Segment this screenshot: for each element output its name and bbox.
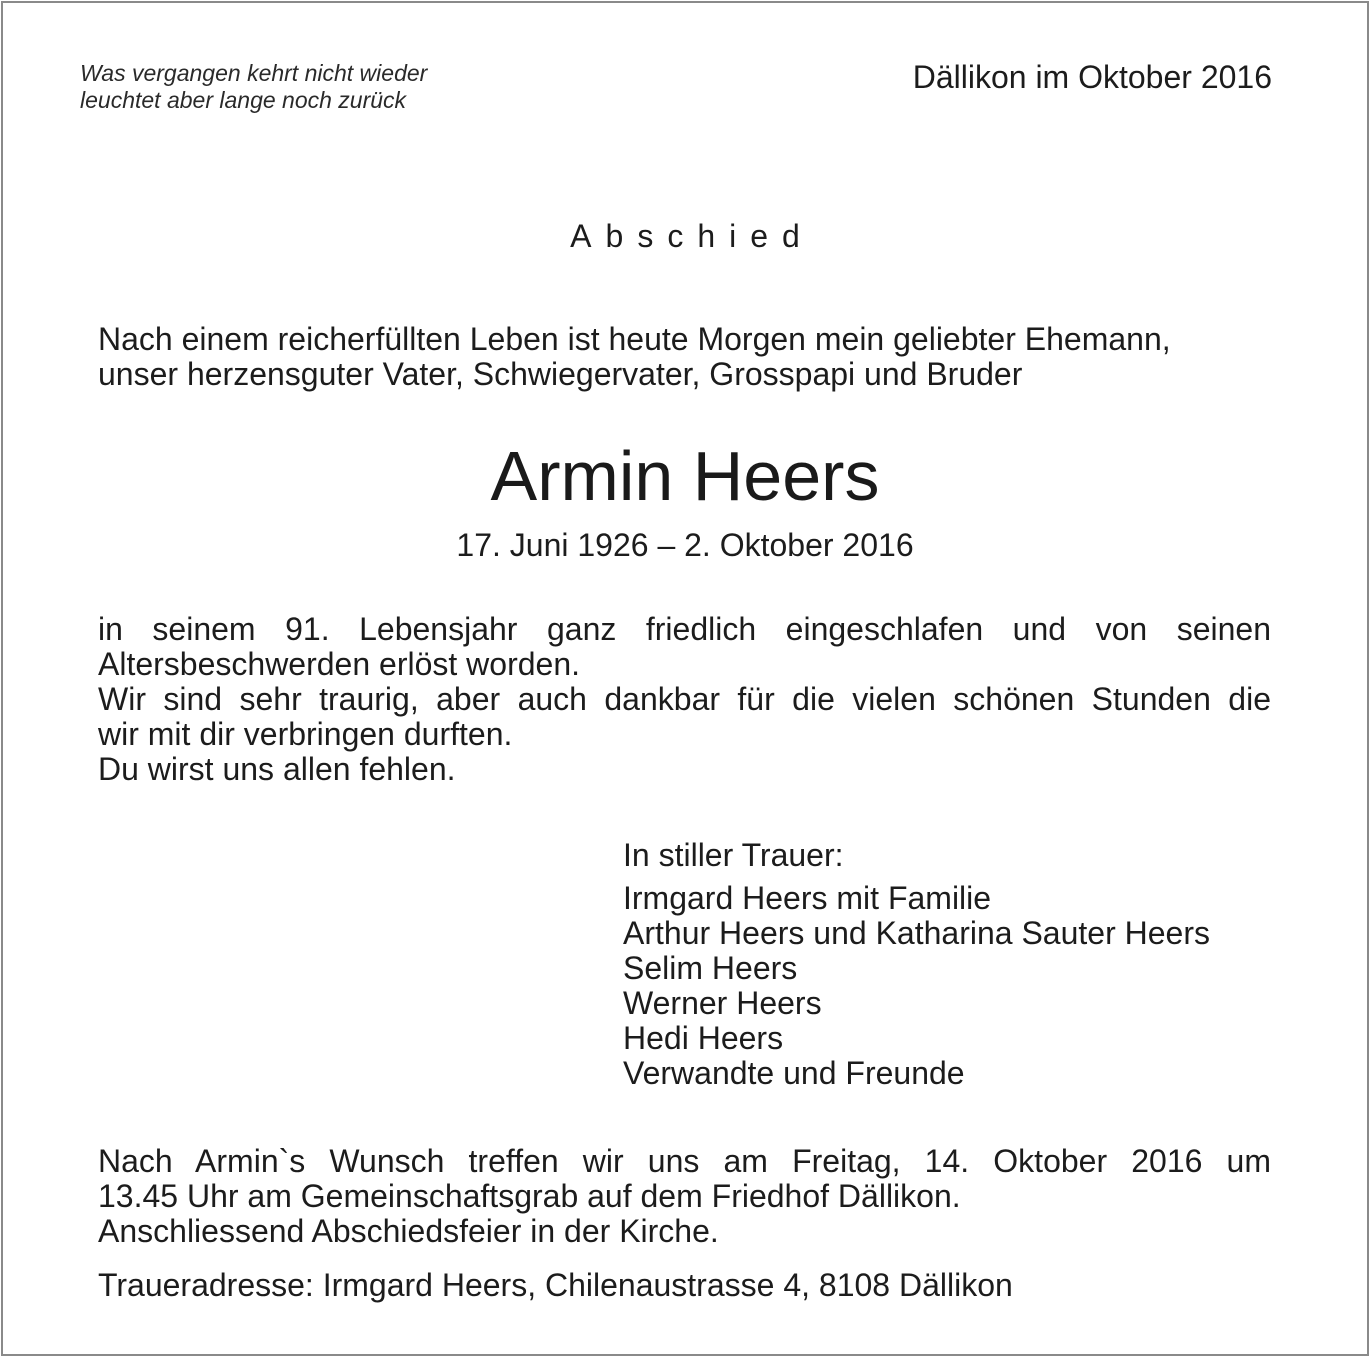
place-and-date: Dällikon im Oktober 2016 [912, 59, 1272, 95]
motto-quote [80, 60, 427, 114]
intro-line-1: Nach einem reicherfüllten Leben ist heute Morgen mein geliebter Ehemann, [98, 321, 1171, 357]
message-line-5: Du wirst uns allen fehlen. [98, 751, 456, 787]
message-line-3: Wir sind sehr traurig, aber auch dankbar für die vielen schönen Stunden die [98, 681, 1271, 717]
intro-paragraph [98, 322, 1271, 392]
notice-heading: Abschied [570, 218, 814, 254]
intro-line-2: unser herzensguter Vater, Schwiegervater, Grosspapi und Bruder [98, 356, 1023, 392]
message-paragraph [98, 612, 1271, 787]
mourner-name: Selim Heers [623, 950, 798, 986]
funeral-line-2: 13.45 Uhr am Gemeinschaftsgrab auf dem Friedhof Dällikon. [98, 1178, 961, 1214]
motto-line-1: Was vergangen kehrt nicht wieder [80, 60, 428, 86]
funeral-line-3: Anschliessend Abschiedsfeier in der Kirche. [98, 1213, 719, 1249]
mourners-list [623, 838, 1210, 1091]
mourner-name: Hedi Heers [623, 1020, 784, 1056]
message-line-2: Altersbeschwerden erlöst worden. [98, 646, 581, 682]
mourner-name: Werner Heers [623, 985, 822, 1021]
mourner-name: Arthur Heers und Katharina Sauter Heers [623, 915, 1210, 951]
funeral-line-1: Nach Armin`s Wunsch treffen wir uns am Freitag, 14. Oktober 2016 um [98, 1143, 1271, 1179]
message-line-1: in seinem 91. Lebensjahr ganz friedlich eingeschlafen und von seinen [98, 611, 1271, 647]
mourner-name: Irmgard Heers mit Familie [623, 880, 992, 916]
mourner-name: Verwandte und Freunde [623, 1055, 965, 1091]
message-line-4: wir mit dir verbringen durften. [98, 716, 513, 752]
mourners-intro: In stiller Trauer: [623, 837, 844, 873]
deceased-name: Armin Heers [490, 437, 880, 515]
mourning-address: Traueradresse: Irmgard Heers, Chilenaustrasse 4, 8108 Dällikon [98, 1267, 1013, 1303]
motto-line-2: leuchtet aber lange noch zurück [80, 87, 407, 113]
life-dates: 17. Juni 1926 – 2. Oktober 2016 [456, 527, 914, 563]
funeral-details [98, 1144, 1271, 1249]
